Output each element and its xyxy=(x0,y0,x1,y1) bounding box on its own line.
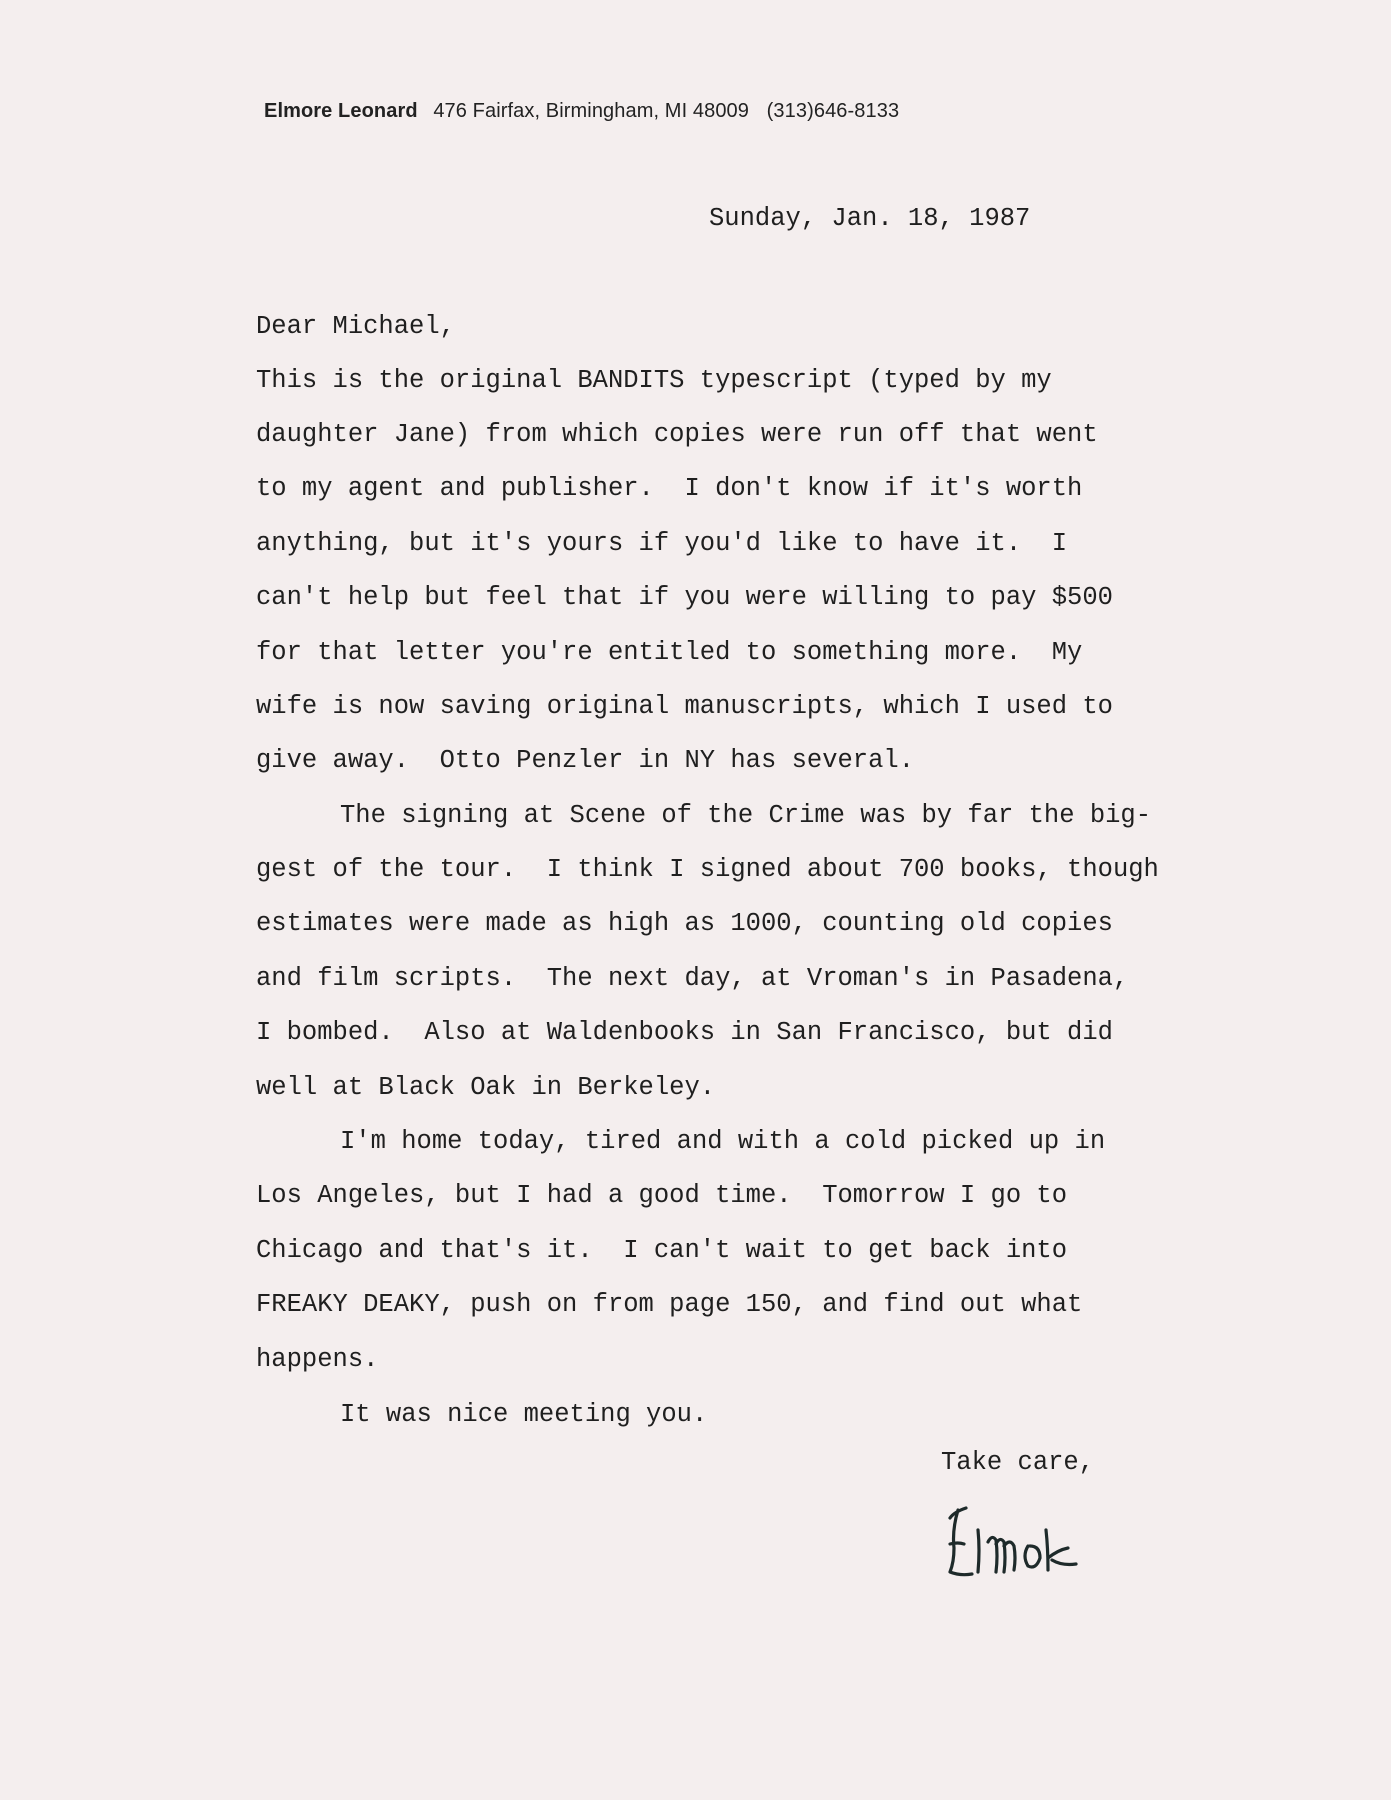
signature xyxy=(940,1500,1100,1590)
body-line: Chicago and that's it. I can't wait to get back into xyxy=(256,1236,1068,1265)
body-line: anything, but it's yours if you'd like to have it. I xyxy=(256,529,1068,558)
body-line: can't help but feel that if you were willing to pay $500 xyxy=(256,583,1113,612)
letterhead-address: 476 Fairfax, Birmingham, MI 48009 xyxy=(433,100,749,122)
body-line: I'm home today, tired and with a cold picked up in xyxy=(340,1127,1106,1156)
body-line: for that letter you're entitled to something more. My xyxy=(256,638,1083,667)
letterhead-name: Elmore Leonard xyxy=(264,100,418,122)
salutation: Dear Michael, xyxy=(256,312,455,341)
body-line: and film scripts. The next day, at Vroman's in Pasadena, xyxy=(256,964,1129,993)
body-line: wife is now saving original manuscripts, which I used to xyxy=(256,692,1113,721)
body-line: daughter Jane) from which copies were run off that went xyxy=(256,420,1098,449)
body-line: This is the original BANDITS typescript (typed by my xyxy=(256,366,1052,395)
body-line: FREAKY DEAKY, push on from page 150, and find out what xyxy=(256,1290,1083,1319)
body-line: happens. xyxy=(256,1345,379,1374)
letterhead-phone: (313)646-8133 xyxy=(766,100,900,122)
body-line: I bombed. Also at Waldenbooks in San Francisco, but did xyxy=(256,1018,1113,1047)
body-line: It was nice meeting you. xyxy=(340,1400,708,1429)
body-line: The signing at Scene of the Crime was by far the big- xyxy=(340,801,1152,830)
body-line: give away. Otto Penzler in NY has several. xyxy=(256,746,915,775)
letter-date: Sunday, Jan. 18, 1987 xyxy=(709,204,1031,233)
body-line: estimates were made as high as 1000, counting old copies xyxy=(256,909,1113,938)
body-line: Los Angeles, but I had a good time. Tomorrow I go to xyxy=(256,1181,1068,1210)
closing: Take care, xyxy=(941,1448,1095,1477)
body-line: well at Black Oak in Berkeley. xyxy=(256,1073,716,1102)
letterhead xyxy=(264,100,899,123)
body-line: gest of the tour. I think I signed about 700 books, though xyxy=(256,855,1159,884)
body-line: to my agent and publisher. I don't know if it's worth xyxy=(256,474,1083,503)
